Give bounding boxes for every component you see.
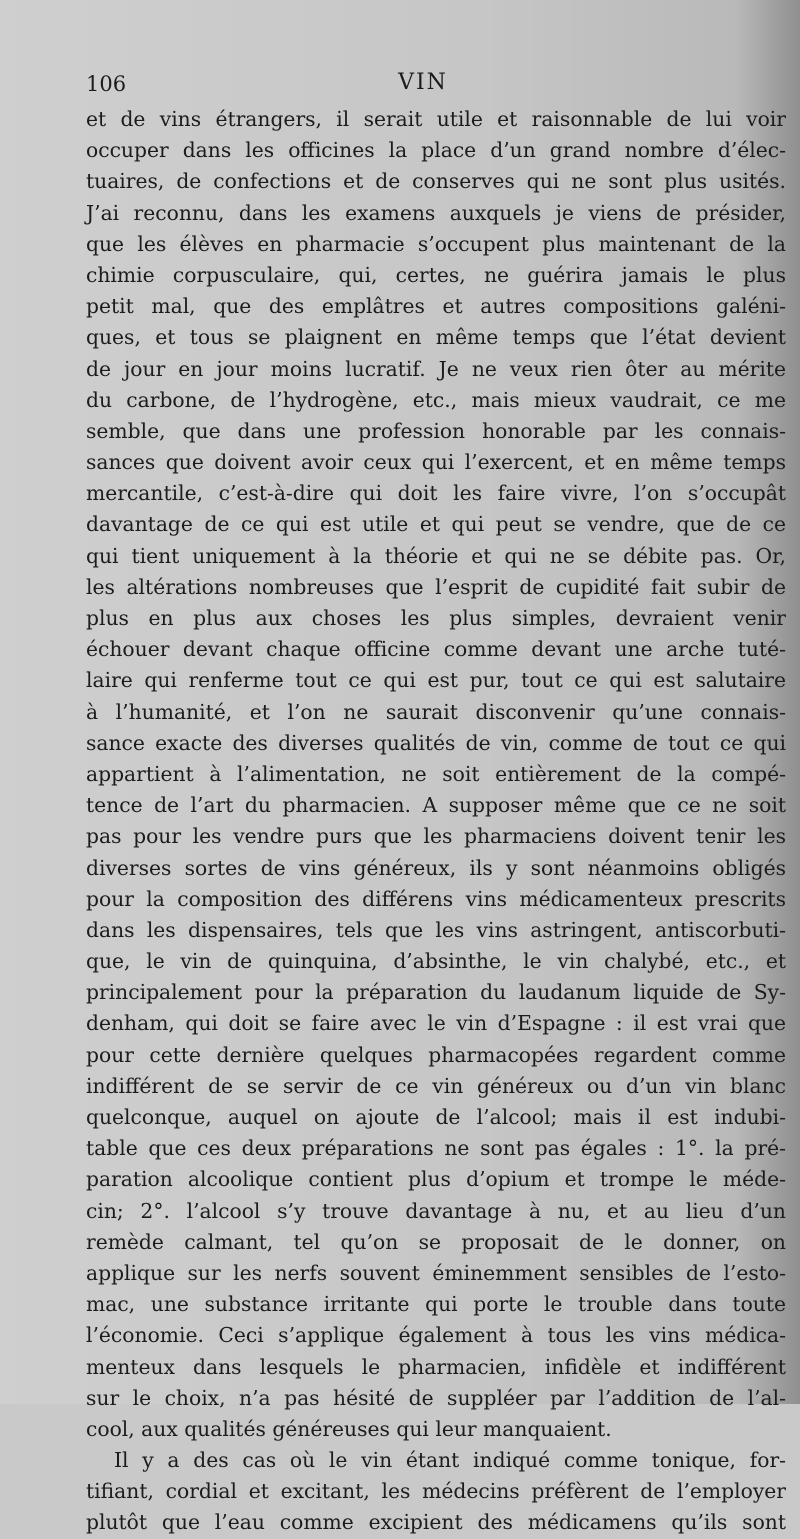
text-line: que les élèves en pharmacie s’occupent plus maintenant de la bbox=[86, 231, 786, 256]
text-line: table que ces deux préparations ne sont pas égales : 1°. la pré- bbox=[86, 1136, 786, 1161]
text-line: à l’humanité, et l’on ne saurait disconvenir qu’une connais- bbox=[86, 699, 786, 724]
text-line: petit mal, que des emplâtres et autres compositions galéni- bbox=[86, 294, 786, 319]
text-line: paration alcoolique contient plus d’opium et trompe le méde- bbox=[86, 1167, 786, 1192]
text-line: tuaires, de confections et de conserves qui ne sont plus usités. bbox=[86, 169, 786, 194]
text-line: échouer devant chaque officine comme devant une arche tuté- bbox=[86, 637, 786, 662]
page-header bbox=[86, 70, 760, 100]
text-line: laire qui renferme tout ce qui est pur, tout ce qui est salutaire bbox=[86, 668, 786, 693]
text-line: pour cette dernière quelques pharmacopées regardent comme bbox=[86, 1042, 786, 1067]
text-line: qui tient uniquement à la théorie et qui ne se débite pas. Or, bbox=[86, 543, 786, 568]
page-number: 106 bbox=[86, 72, 127, 96]
text-line: quelconque, auquel on ajoute de l’alcool; mais il est indubi- bbox=[86, 1105, 786, 1129]
text-line: indifférent de se servir de ce vin généreux ou d’un vin blanc bbox=[86, 1073, 786, 1098]
text-line: applique sur les nerfs souvent éminemment sensibles de l’esto- bbox=[86, 1260, 786, 1285]
text-line: diverses sortes de vins généreux, ils y sont néanmoins obligés bbox=[86, 855, 786, 880]
text-line: plus en plus aux choses les plus simples, devraient venir bbox=[86, 606, 786, 630]
text-line: davantage de ce qui est utile et qui peut se vendre, que de ce bbox=[86, 512, 786, 537]
body-text bbox=[86, 104, 786, 1539]
text-line: dans les dispensaires, tels que les vins astringent, antiscorbuti- bbox=[86, 917, 786, 942]
text-line: l’économie. Ceci s’applique également à tous les vins médica- bbox=[86, 1323, 786, 1348]
text-line: appartient à l’alimentation, ne soit entièrement de la compé- bbox=[86, 761, 786, 786]
text-line: denham, qui doit se faire avec le vin d’Espagne : il est vrai que bbox=[86, 1011, 786, 1036]
text-line: J’ai reconnu, dans les examens auxquels je viens de présider, bbox=[86, 200, 786, 225]
text-line: pour la composition des différens vins médicamenteux prescrits bbox=[86, 886, 786, 911]
text-line: pas pour les vendre purs que les pharmaciens doivent tenir les bbox=[86, 824, 786, 849]
text-line: sur le choix, n’a pas hésité de suppléer par l’addition de l’al- bbox=[86, 1385, 786, 1410]
text-line: tence de l’art du pharmacien. A supposer même que ce ne soit bbox=[86, 793, 786, 818]
text-line: mercantile, c’est-à-dire qui doit les faire vivre, l’on s’occupât bbox=[86, 481, 786, 506]
running-title: VIN bbox=[398, 70, 448, 95]
text-line: du carbone, de l’hydrogène, etc., mais mieux vaudrait, ce me bbox=[86, 387, 786, 412]
text-line: plutôt que l’eau comme excipient des médicamens qu’ils sont bbox=[86, 1510, 786, 1535]
text-line: menteux dans lesquels le pharmacien, infidèle et indifférent bbox=[86, 1354, 786, 1379]
text-line: cool, aux qualités généreuses qui leur manquaient. bbox=[86, 1416, 612, 1441]
text-line: cin; 2°. l’alcool s’y trouve davantage à nu, et au lieu d’un bbox=[86, 1198, 786, 1223]
text-line: principalement pour la préparation du laudanum liquide de Sy- bbox=[86, 980, 786, 1005]
text-line: semble, que dans une profession honorable par les connais- bbox=[86, 418, 786, 443]
text-line: tifiant, cordial et excitant, les médecins préfèrent de l’employer bbox=[86, 1479, 786, 1504]
text-line: remède calmant, tel qu’on se proposait de le donner, on bbox=[86, 1229, 786, 1254]
text-line: et de vins étrangers, il serait utile et raisonnable de lui voir bbox=[86, 107, 786, 131]
text-line: sances que doivent avoir ceux qui l’exercent, et en même temps bbox=[86, 450, 786, 475]
text-line: les altérations nombreuses que l’esprit de cupidité fait subir de bbox=[86, 574, 786, 599]
text-line: que, le vin de quinquina, d’absinthe, le vin chalybé, etc., et bbox=[86, 949, 786, 974]
text-line: occuper dans les officines la place d’un grand nombre d’élec- bbox=[86, 138, 786, 163]
text-line: Il y a des cas où le vin étant indiqué comme tonique, for- bbox=[114, 1448, 786, 1473]
text-line: chimie corpusculaire, qui, certes, ne guérira jamais le plus bbox=[86, 262, 786, 287]
text-line: mac, une substance irritante qui porte le trouble dans toute bbox=[86, 1292, 786, 1317]
text-line: sance exacte des diverses qualités de vin, comme de tout ce qui bbox=[86, 730, 786, 755]
text-line: ques, et tous se plaignent en même temps que l’état devient bbox=[86, 325, 786, 350]
text-line: de jour en jour moins lucratif. Je ne veux rien ôter au mérite bbox=[86, 356, 786, 381]
